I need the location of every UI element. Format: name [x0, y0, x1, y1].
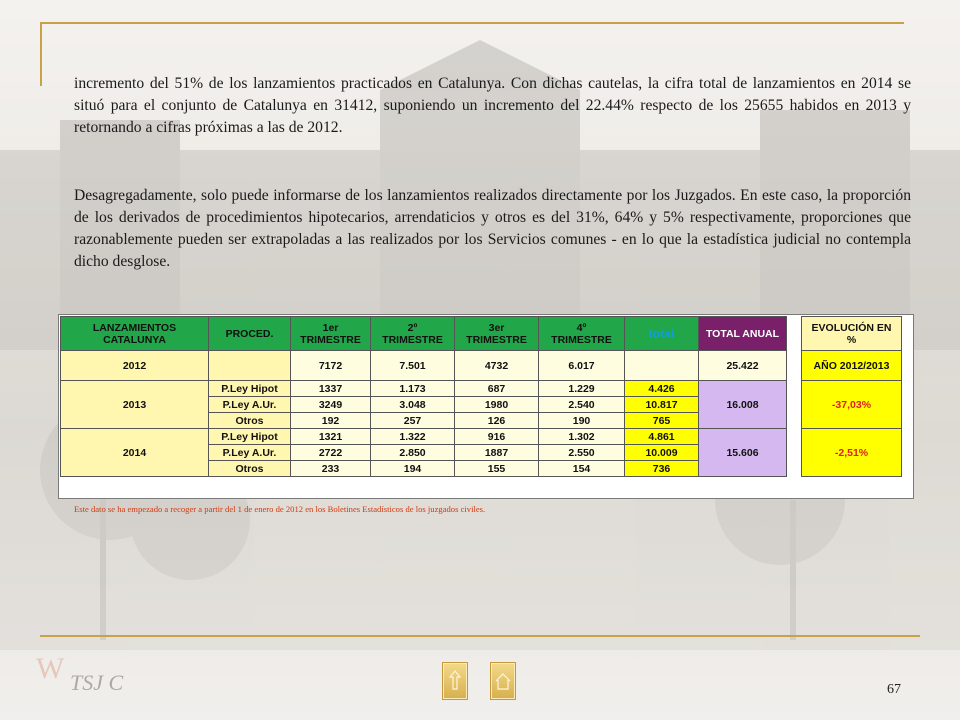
lanzamientos-table: [60, 316, 902, 477]
cell-t3: 126: [455, 413, 539, 429]
cell-total: 736: [625, 461, 699, 477]
header-proced: PROCED.: [209, 317, 291, 351]
header-t4-line2: TRIMESTRE: [551, 333, 612, 346]
cell-proc: P.Ley Hipot: [209, 381, 291, 397]
cell-proc: Otros: [209, 461, 291, 477]
year-2012: 2012: [61, 351, 209, 381]
cell-t1: 1321: [291, 429, 371, 445]
cell-t4: 2.540: [539, 397, 625, 413]
cell-t2: 1.322: [371, 429, 455, 445]
up-arrow-icon: [443, 663, 467, 699]
tsj-logo: [34, 648, 124, 710]
year-2014: 2014: [61, 429, 209, 477]
cell-proc: P.Ley A.Ur.: [209, 445, 291, 461]
header-t1: [291, 317, 371, 351]
svg-text:W: W: [36, 652, 65, 685]
cell-total: 4.426: [625, 381, 699, 397]
gap-cell: [793, 317, 802, 351]
cell-t3: 1887: [455, 445, 539, 461]
cell-t2: 3.048: [371, 397, 455, 413]
header-evolucion-line1: EVOLUCIÓN EN: [811, 321, 892, 334]
header-lanzamientos-line2: CATALUNYA: [103, 333, 166, 346]
header-total-anual: TOTAL ANUAL: [699, 317, 787, 351]
cell-t4: 190: [539, 413, 625, 429]
header-t1-line1: 1er: [322, 321, 339, 334]
header-t3-line2: TRIMESTRE: [466, 333, 527, 346]
cell-t4: 6.017: [539, 351, 625, 381]
cell-proc: P.Ley Hipot: [209, 429, 291, 445]
cell-t3: 4732: [455, 351, 539, 381]
cell-t2: 2.850: [371, 445, 455, 461]
cell-evolucion: -37,03%: [802, 381, 902, 429]
cell-anual: 16.008: [699, 381, 787, 429]
cell-t2: 257: [371, 413, 455, 429]
frame-left-rule: [40, 22, 42, 86]
cell-t3: 1980: [455, 397, 539, 413]
cell-t1: 233: [291, 461, 371, 477]
frame-bottom-rule: [40, 635, 920, 637]
header-t2: [371, 317, 455, 351]
header-t3: [455, 317, 539, 351]
home-icon: [491, 663, 515, 699]
proc-empty: [209, 351, 291, 381]
cell-t3: 155: [455, 461, 539, 477]
cell-anual: 25.422: [699, 351, 787, 381]
table-row-2012: [61, 351, 902, 381]
gap-cell: [793, 351, 802, 381]
cell-t1: 1337: [291, 381, 371, 397]
header-evolucion-line2: %: [846, 333, 857, 346]
cell-t4: 154: [539, 461, 625, 477]
home-button[interactable]: [490, 662, 516, 700]
page-number: 67: [887, 682, 901, 697]
cell-t2: 7.501: [371, 351, 455, 381]
gap-cell: [793, 429, 802, 477]
cell-t1: 7172: [291, 351, 371, 381]
cell-total: [625, 351, 699, 381]
paragraph-1: incremento del 51% de los lanzamientos practicados en Catalunya. Con dichas cautelas, la cifra total de lanzamientos en 2014 se situó para el conjunto de Catalunya en 31412, suponiendo un incremento del 22.44% respecto de los 25655 habidos en 2013 y retornando a cifras próximas a las de 2012.: [74, 75, 911, 136]
cell-t1: 2722: [291, 445, 371, 461]
cell-anual: 15.606: [699, 429, 787, 477]
header-t2-line2: TRIMESTRE: [382, 333, 443, 346]
cell-evolucion: -2,51%: [802, 429, 902, 477]
header-lanzamientos-line1: LANZAMIENTOS: [92, 321, 177, 334]
cell-t4: 1.229: [539, 381, 625, 397]
cell-total: 4.861: [625, 429, 699, 445]
cell-total: 10.817: [625, 397, 699, 413]
cell-total: 765: [625, 413, 699, 429]
cell-total: 10.009: [625, 445, 699, 461]
header-lanzamientos: [61, 317, 209, 351]
cell-t3: 916: [455, 429, 539, 445]
cell-t4: 2.550: [539, 445, 625, 461]
header-t3-line1: 3er: [488, 321, 505, 334]
paragraph-2: Desagregadamente, solo puede informarse de los lanzamientos realizados directamente por los Juzgados. En este caso, la proporción de los derivados de procedimientos hipotecarios, arrendaticios y otros es del 31%, 64% y 5% respectivamente, proporciones que razonablemente pueden ser extrapoladas a las realizados por los Servicios comunes - en lo que la estadística judicial no contempla dicho desglose.: [74, 187, 911, 270]
cell-proc: P.Ley A.Ur.: [209, 397, 291, 413]
table-header-row: [61, 317, 902, 351]
gap-cell: [793, 381, 802, 429]
cell-t2: 194: [371, 461, 455, 477]
header-t4-line1: 4º: [576, 321, 587, 334]
logo-text: TSJ C: [70, 670, 124, 695]
cell-evolucion: AÑO 2012/2013: [802, 351, 902, 381]
cell-t1: 3249: [291, 397, 371, 413]
cell-t3: 687: [455, 381, 539, 397]
table-footnote: Este dato se ha empezado a recoger a partir del 1 de enero de 2012 en los Boletines Estadísticos de los juzgados civiles.: [74, 504, 486, 514]
header-t1-line2: TRIMESTRE: [300, 333, 361, 346]
header-t2-line1: 2º: [407, 321, 418, 334]
header-total: total: [625, 317, 699, 351]
cell-t2: 1.173: [371, 381, 455, 397]
up-button[interactable]: [442, 662, 468, 700]
header-t4: [539, 317, 625, 351]
cell-proc: Otros: [209, 413, 291, 429]
cell-t1: 192: [291, 413, 371, 429]
frame-top-rule: [40, 22, 904, 24]
table-row: [61, 381, 902, 397]
table-row: [61, 429, 902, 445]
header-evolucion: [802, 317, 902, 351]
year-2013: 2013: [61, 381, 209, 429]
cell-t4: 1.302: [539, 429, 625, 445]
